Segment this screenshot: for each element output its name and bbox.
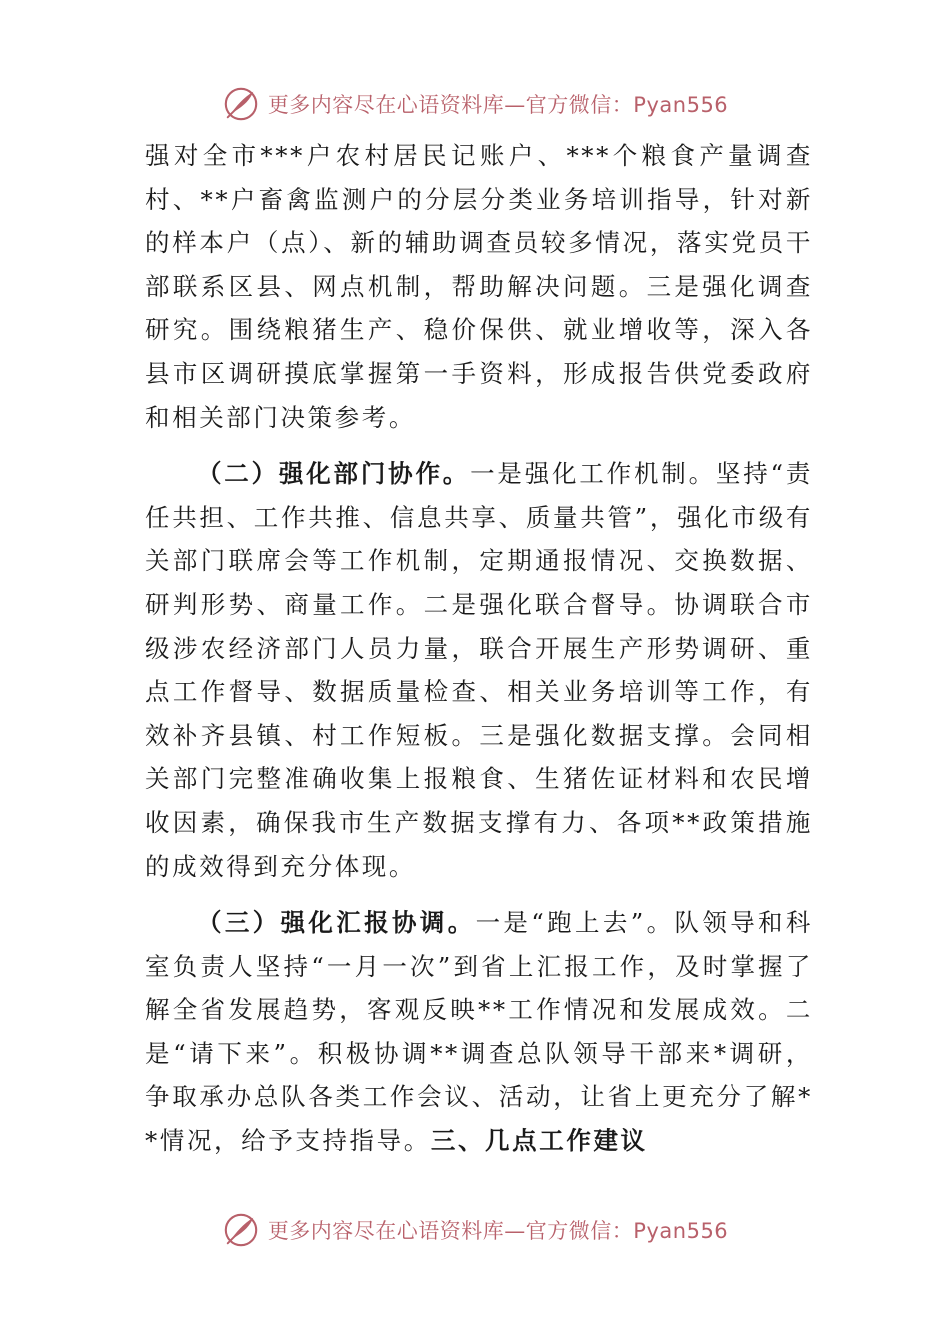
section-heading-suggestions: 三、几点工作建议 [430,1126,648,1156]
paragraph-1-text: 强对全市***户农村居民记账户、***个粮食产量调查村、**户畜禽监测户的分层分类业务培训指导，针对新的样本户（点）、新的辅助调查员较多情况，落实党员干部联系区县、网点机制，帮助解决问题。三是强化调查研究。围绕粮猪生产、稳价保供、就业增收等，深入各县市区调研摸底掌握第一手资料，形成报告供党委政府和相关部门决策参考。 [145,141,813,432]
watermark-text: 更多内容尽在心语资料库—官方微信：Pyan556 [267,93,729,117]
paragraph-3-heading: （三）强化汇报协调。 [197,908,476,938]
paragraph-2 [145,452,813,888]
paragraph-3-text: 一是“跑上去”。队领导和科室负责人坚持“一月一次”到省上汇报工作，及时掌握了解全省发展趋势，客观反映**工作情况和发展成效。二是“请下来”。积极协调**调查总队领导干部来*调研，争取承办总队各类工作会议、活动，让省上更充分了解**情况，给予支持指导。 [145,908,814,1156]
paragraph-2-heading: （二）强化部门协作。 [197,459,471,489]
feather-pen-logo-icon [222,85,260,123]
watermark-header [0,82,950,126]
document-body [145,134,813,1163]
paragraph-3 [145,901,813,1163]
paragraph-2-text: 一是强化工作机制。坚持“责任共担、工作共推、信息共享、质量共管”，强化市级有关部门联席会等工作机制，定期通报情况、交换数据、研判形势、商量工作。二是强化联合督导。协调联合市级涉农经济部门人员力量，联合开展生产形势调研、重点工作督导、数据质量检查、相关业务培训等工作，有效补齐县镇、村工作短板。三是强化数据支撑。会同相关部门完整准确收集上报粮食、生猪佐证材料和农民增收因素，确保我市生产数据支撑有力、各项**政策措施的成效得到充分体现。 [145,459,813,881]
watermark-footer [0,1208,950,1252]
feather-pen-logo-icon [222,1211,260,1249]
paragraph-1 [145,134,813,439]
watermark-text: 更多内容尽在心语资料库—官方微信：Pyan556 [267,1219,729,1243]
